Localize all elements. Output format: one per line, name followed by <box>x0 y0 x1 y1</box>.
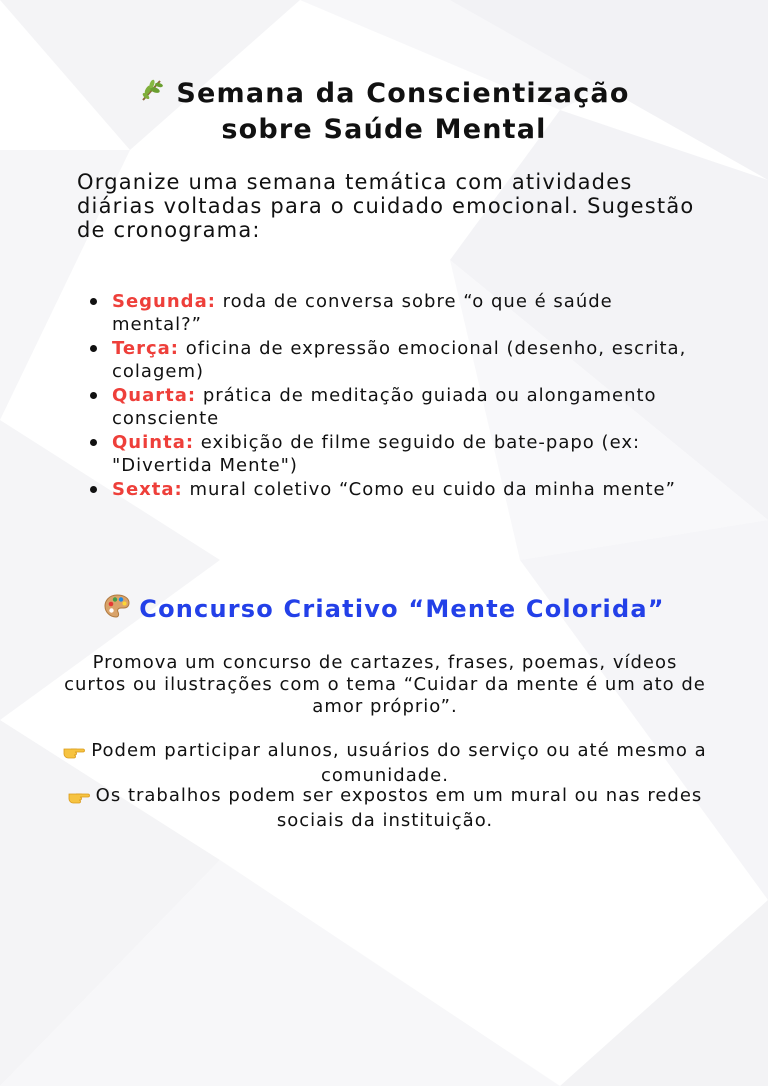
pointing-hand-icon <box>63 743 85 765</box>
list-item <box>90 384 705 430</box>
day-label: Terça: <box>112 338 179 359</box>
list-item <box>90 478 705 501</box>
list-item <box>90 290 705 336</box>
sprout-icon <box>138 76 166 113</box>
day-label: Segunda: <box>112 291 216 312</box>
schedule-list <box>90 290 705 502</box>
palette-icon <box>103 592 131 628</box>
day-label: Quarta: <box>112 385 197 406</box>
list-item <box>90 431 705 477</box>
activity-text: roda de conversa sobre “o que é saúde mental?” <box>112 291 613 335</box>
page-title <box>60 76 708 147</box>
bullet-icon <box>90 439 97 446</box>
activity-text: prática de meditação guiada ou alongamento consciente <box>112 385 657 429</box>
note-exhibition <box>60 785 710 832</box>
intro-text: Organize uma semana temática com atividades diárias voltadas para o cuidado emocional. Sugestão de cronograma: <box>77 170 695 242</box>
title-line-2: sobre Saúde Mental <box>221 114 547 145</box>
note-text: Os trabalhos podem ser expostos em um mural ou nas redes sociais da instituição. <box>95 785 703 831</box>
day-label: Sexta: <box>112 479 183 500</box>
note-participants <box>60 740 710 787</box>
bullet-icon <box>90 486 97 493</box>
contest-title-text: Concurso Criativo “Mente Colorida” <box>139 595 665 623</box>
activity-text: exibição de filme seguido de bate-papo (ex: "Divertida Mente") <box>112 432 641 476</box>
bullet-icon <box>90 345 97 352</box>
activity-text: mural coletivo “Como eu cuido da minha mente” <box>182 479 676 500</box>
contest-title <box>40 592 728 628</box>
activity-text: oficina de expressão emocional (desenho, escrita, colagem) <box>112 338 687 382</box>
list-item <box>90 337 705 383</box>
bullet-icon <box>90 392 97 399</box>
title-line-1: Semana da Conscientização <box>176 78 630 109</box>
note-text: Podem participar alunos, usuários do serviço ou até mesmo a comunidade. <box>91 740 707 786</box>
day-label: Quinta: <box>112 432 195 453</box>
bullet-icon <box>90 298 97 305</box>
pointing-hand-icon <box>68 788 90 810</box>
contest-description: Promova um concurso de cartazes, frases, poemas, vídeos curtos ou ilustrações com o tema “Cuidar da mente é um ato de amor próprio”. <box>64 652 706 717</box>
